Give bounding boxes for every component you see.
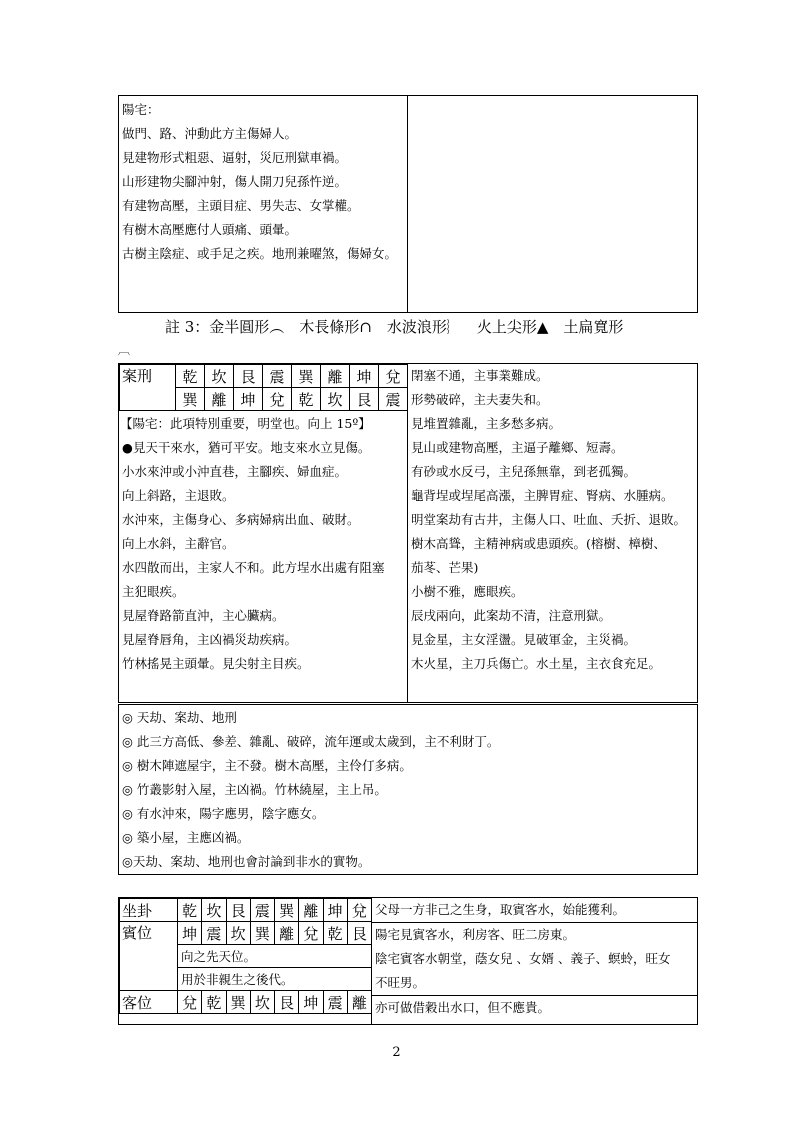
trigram-cell: 兌: [379, 365, 408, 388]
zuogua-grid: [119, 898, 372, 1014]
trigram-cell: 坤: [350, 365, 379, 388]
trigram-cell: 艮: [275, 991, 299, 1014]
trigram-cell: 坎: [321, 388, 350, 411]
binwei-sub2: 用於非親生之後代。: [178, 968, 372, 991]
trigram-cell: 乾: [292, 388, 321, 411]
text-line: 陽宅見賓客水，利房客、旺二房東。: [375, 927, 576, 942]
text-line: 形勢破碎，主夫妻失和。: [411, 392, 549, 407]
anxing-left-text: [119, 412, 407, 676]
trigram-cell: 坤: [178, 922, 202, 945]
binwei-label: 賓位: [120, 922, 178, 991]
trigram-cell: 離: [205, 388, 234, 411]
text-line: 見屋脊唇角，主凶禍災劫疾病。: [122, 632, 298, 647]
trigram-cell: 震: [323, 991, 347, 1014]
text-line: 不旺男。: [372, 971, 697, 996]
trigram-cell: 兌: [347, 899, 371, 922]
text-line: 見堆置雜亂，主多愁多病。: [411, 416, 562, 431]
text-line: 有樹木高壓應付人頭痛、頭暈。: [122, 222, 298, 237]
trigram-cell: 乾: [323, 922, 347, 945]
text-line: 閉塞不通，主事業難成。: [411, 368, 549, 383]
anxing-right-text: [408, 364, 697, 676]
text-line: 父母一方非己之生身，取賓客水，始能獲利。: [372, 898, 697, 923]
text-line: 見屋脊路箭直沖，主心臟病。: [122, 608, 285, 623]
trigram-cell: 離: [299, 899, 323, 922]
trigram-cell: 坎: [226, 922, 250, 945]
text-line: ◎ 天劫、案劫、地刑: [122, 710, 237, 725]
trigram-cell: 巽: [275, 899, 299, 922]
text-line: ◎ 築小屋，主應凶禍。: [122, 830, 250, 845]
trigram-cell: 兌: [299, 922, 323, 945]
text-line: 竹林搖晃主頭暈。見尖射主目疾。: [122, 656, 310, 671]
text-line: 陰宅賓客水朝堂，蔭女兒 、女婿 、義子、螟蛉，旺女: [375, 951, 671, 966]
trigram-cell: 坎: [202, 899, 226, 922]
text-line: 見建物形式粗惡、逼射，災厄刑獄車禍。: [122, 150, 348, 165]
trigram-cell: 離: [347, 991, 371, 1014]
text-line: 有砂或水反弓，主兒孫無靠，到老孤獨。: [411, 464, 637, 479]
trigram-cell: 離: [275, 922, 299, 945]
text-line: 樹木高聳，主精神病或患頭疾。(榕樹、樟樹、: [411, 536, 666, 551]
text-line: 辰戌兩向，此案劫不清，注意刑獄。: [411, 608, 612, 623]
trigram-cell: 艮: [350, 388, 379, 411]
trigram-cell: 艮: [347, 922, 371, 945]
trigram-cell: 坤: [299, 991, 323, 1014]
text-line: 小水來沖或小沖直巷，主腳疾、婦血症。: [122, 464, 348, 479]
tianjie-box: [118, 704, 698, 875]
text-line: 茄苳、芒果): [411, 560, 479, 575]
anxing-grid: [119, 364, 408, 411]
text-line: 明堂案劫有古井，主傷人口、吐血、夭折、退敗。: [411, 512, 687, 527]
trigram-cell: 震: [263, 365, 292, 388]
note-shapes: 註 3：金半圓形︵ 木長條形∩ 水波浪形︴ 火上尖形▲ 土扁寬形: [165, 318, 624, 336]
yangzhai-left-cell: [119, 96, 408, 313]
text-line: ●見天干來水，猶可平安。地支來水立見傷。: [122, 440, 371, 455]
text-line: 陽宅：: [122, 102, 160, 117]
trigram-cell: 巽: [226, 991, 250, 1014]
yangzhai-table: [118, 95, 698, 313]
trigram-cell: 震: [379, 388, 408, 411]
kewei-label: 客位: [120, 991, 178, 1014]
trigram-cell: 艮: [226, 899, 250, 922]
text-line: 古樹主陰症、或手足之疾。地刑兼曜煞，傷婦女。: [122, 246, 398, 261]
zuogua-notes: [372, 898, 697, 1020]
text-line: 向上水斜，主辭官。: [122, 536, 235, 551]
trigram-cell: 乾: [178, 899, 202, 922]
trigram-cell: 巽: [292, 365, 321, 388]
trigram-cell: 巽: [176, 388, 205, 411]
note-shape-earth: ︹: [118, 343, 131, 357]
trigram-cell: 艮: [234, 365, 263, 388]
yangzhai-right-cell: [408, 96, 698, 313]
binwei-sub1: 向之先天位。: [178, 945, 372, 968]
text-line: 有建物高壓，主頭目症、男失志、女掌權。: [122, 198, 360, 213]
trigram-cell: 兌: [178, 991, 202, 1014]
trigram-cell: 乾: [176, 365, 205, 388]
anxing-label: 案刑: [120, 365, 176, 411]
text-line: 水沖來，主傷身心、多病婦病出血、破財。: [122, 512, 360, 527]
trigram-cell: 震: [202, 922, 226, 945]
text-line: ◎ 竹叢影射入屋，主凶禍。竹林繞屋，主上吊。: [122, 782, 387, 797]
text-line: 亦可做借穀出水口，但不應貴。: [375, 1000, 551, 1015]
trigram-cell: 坎: [250, 991, 274, 1014]
zuogua-label: 坐卦: [120, 899, 178, 922]
text-line: 向上斜路，主退敗。: [122, 488, 235, 503]
trigram-cell: 乾: [202, 991, 226, 1014]
trigram-cell: 巽: [250, 922, 274, 945]
anxing-table: [118, 363, 698, 703]
trigram-cell: 離: [321, 365, 350, 388]
text-line: ◎天劫、案劫、地刑也會討論到非水的實物。: [122, 854, 371, 869]
text-line: 小樹不雅，應眼疾。: [411, 584, 524, 599]
text-line: 山形建物尖腳沖射，傷人開刀兒孫忤逆。: [122, 174, 348, 189]
trigram-cell: 震: [250, 899, 274, 922]
page-number: 2: [392, 1045, 401, 1060]
zuogua-table: [118, 897, 698, 1025]
text-line: ◎ 樹木陣遮屋宇，主不發。樹木高壓，主伶仃多病。: [122, 758, 412, 773]
text-line: 木火星，主刀兵傷亡。水土星，主衣食充足。: [411, 656, 662, 671]
text-line: 見金星，主女淫盪。見破軍金，主災禍。: [411, 632, 637, 647]
trigram-cell: 坎: [205, 365, 234, 388]
text-line: 見山或建物高壓，主逼子離鄉、短壽。: [411, 440, 624, 455]
text-line: ◎ 有水沖來，陽字應男，陰字應女。: [122, 806, 325, 821]
text-line: 主犯眼疾。: [122, 584, 185, 599]
text-line: 水四散而出，主家人不和。此方埕水出處有阻塞: [122, 560, 385, 575]
text-line: 龜背埕或埕尾高漲，主脾胃症、腎病、水腫病。: [411, 488, 674, 503]
trigram-cell: 坤: [323, 899, 347, 922]
text-line: ◎ 此三方高低、參差、雜亂、破碎，流年運或太歲到，主不利財丁。: [122, 734, 500, 749]
text-line: 做門、路、沖動此方主傷婦人。: [122, 126, 298, 141]
trigram-cell: 兌: [263, 388, 292, 411]
text-line: 【陽宅：此項特別重要，明堂也。向上 15º】: [120, 416, 371, 431]
trigram-cell: 坤: [234, 388, 263, 411]
